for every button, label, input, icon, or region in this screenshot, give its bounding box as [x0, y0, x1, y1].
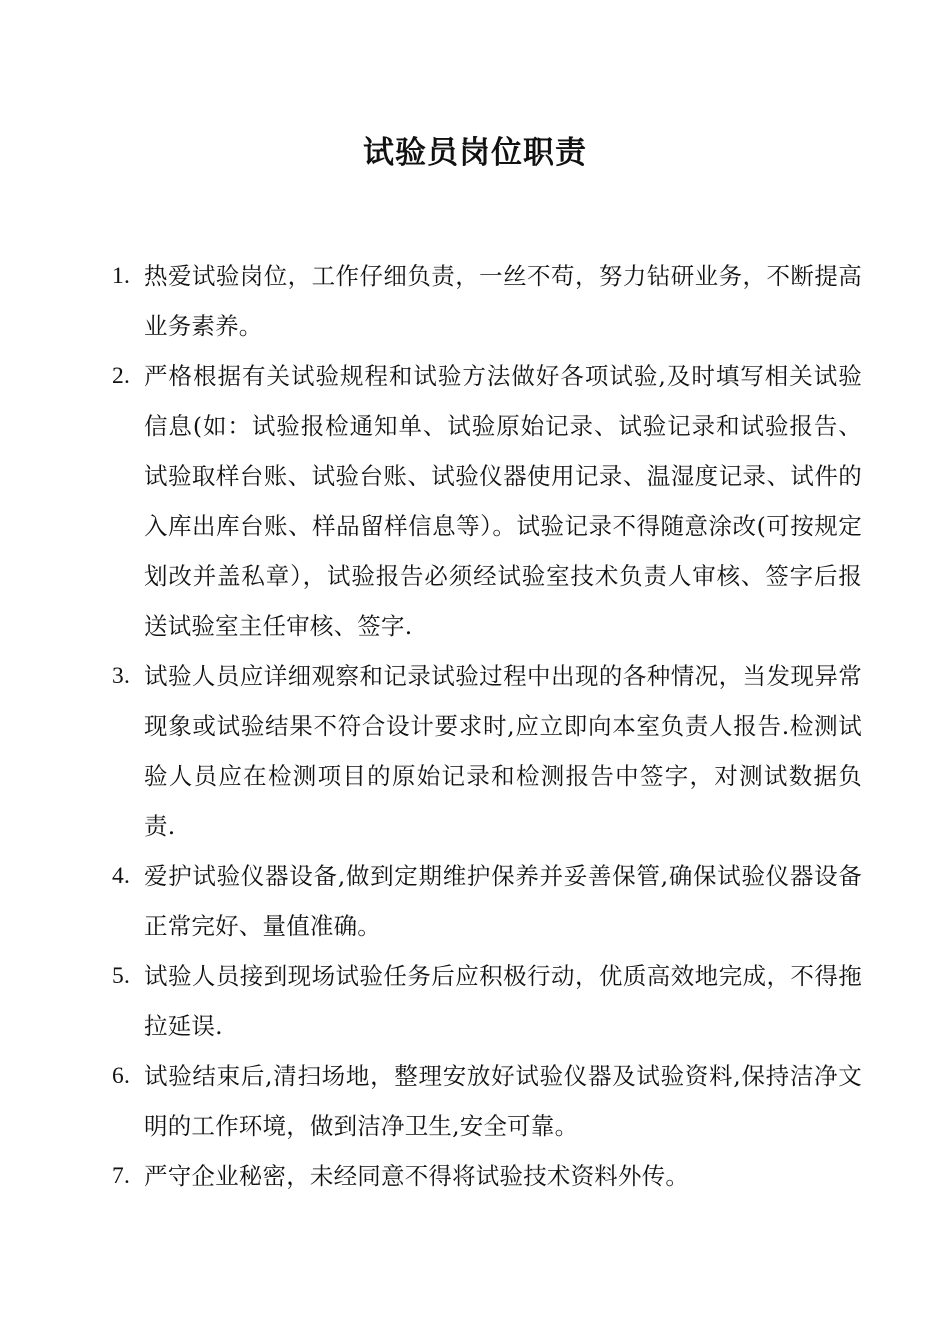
- list-item: [112, 351, 862, 651]
- item-text: 试验人员应详细观察和记录试验过程中出现的各种情况，当发现异常现象或试验结果不符合设计要求时,应立即向本室负责人报告.检测试验人员应在检测项目的原始记录和检测报告中签字，对测试数据负责.: [144, 662, 862, 840]
- item-text: 热爱试验岗位，工作仔细负责，一丝不苟，努力钻研业务，不断提高业务素养。: [144, 262, 862, 340]
- item-number: 2.: [112, 363, 131, 389]
- list-item: [112, 1051, 862, 1151]
- item-number: 1.: [112, 263, 131, 289]
- item-text: 严格根据有关试验规程和试验方法做好各项试验,及时填写相关试验信息(如：试验报检通知单、试验原始记录、试验记录和试验报告、试验取样台账、试验台账、试验仪器使用记录、温湿度记录、试件的入库出库台账、样品留样信息等）。试验记录不得随意涂改(可按规定划改并盖私章），试验报告必须经试验室技术负责人审核、签字后报送试验室主任审核、签字.: [144, 362, 862, 640]
- item-number: 6.: [112, 1063, 131, 1089]
- item-text: 严守企业秘密，未经同意不得将试验技术资料外传。: [144, 1162, 690, 1190]
- list-item: [112, 951, 862, 1051]
- item-number: 3.: [112, 663, 131, 689]
- item-text: 爱护试验仪器设备,做到定期维护保养并妥善保管,确保试验仪器设备正常完好、量值准确。: [144, 862, 862, 940]
- item-text: 试验人员接到现场试验任务后应积极行动，优质高效地完成，不得拖拉延误.: [144, 962, 862, 1040]
- item-number: 7.: [112, 1163, 131, 1189]
- list-item: [112, 1151, 862, 1201]
- item-text: 试验结束后,清扫场地，整理安放好试验仪器及试验资料,保持洁净文明的工作环境，做到洁净卫生,安全可靠。: [144, 1062, 862, 1140]
- duty-list: [112, 251, 862, 1201]
- item-number: 4.: [112, 863, 131, 889]
- list-item: [112, 651, 862, 851]
- document-title: 试验员岗位职责: [363, 135, 587, 171]
- list-item: [112, 851, 862, 951]
- list-item: [112, 251, 862, 351]
- item-number: 5.: [112, 963, 131, 989]
